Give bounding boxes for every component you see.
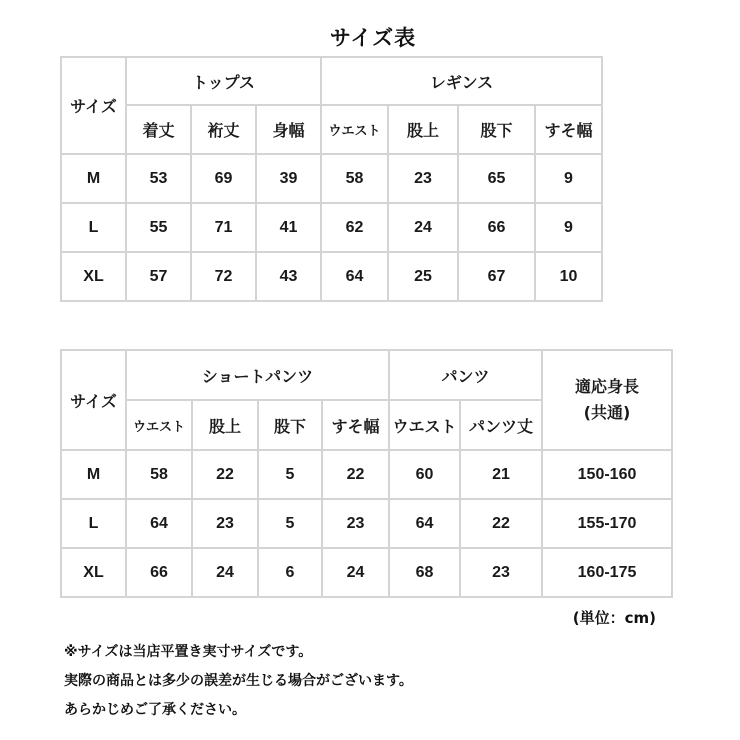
value-cell: 68 xyxy=(389,548,460,597)
table-row xyxy=(61,203,602,252)
value-cell: 23 xyxy=(192,499,258,548)
size-cell: M xyxy=(61,154,126,203)
value-cell: 21 xyxy=(460,450,542,499)
table-row xyxy=(61,450,672,499)
column-header: 股上 xyxy=(192,400,258,450)
page-title: サイズ表 xyxy=(329,26,417,50)
column-header: 裄丈 xyxy=(191,105,256,154)
value-cell: 23 xyxy=(388,154,458,203)
size-cell: L xyxy=(61,203,126,252)
column-header: 着丈 xyxy=(126,105,191,154)
value-cell: 25 xyxy=(388,252,458,301)
unit-label: (単位：cm) xyxy=(572,609,656,627)
value-cell: 65 xyxy=(458,154,535,203)
value-cell: 69 xyxy=(191,154,256,203)
column-header: ウエスト xyxy=(126,400,192,450)
size-table-shorts-pants xyxy=(60,349,673,598)
column-header: すそ幅 xyxy=(535,105,602,154)
value-cell: 9 xyxy=(535,203,602,252)
value-cell: 23 xyxy=(322,499,389,548)
value-cell: 60 xyxy=(389,450,460,499)
column-header: 股下 xyxy=(458,105,535,154)
value-cell: 64 xyxy=(389,499,460,548)
table-row xyxy=(61,154,602,203)
size-cell: L xyxy=(61,499,126,548)
column-header: 身幅 xyxy=(256,105,321,154)
value-cell: 24 xyxy=(388,203,458,252)
height-header xyxy=(542,350,672,450)
column-header: パンツ丈 xyxy=(460,400,542,450)
value-cell: 66 xyxy=(458,203,535,252)
value-cell: 22 xyxy=(192,450,258,499)
column-header: ウエスト xyxy=(321,105,388,154)
size-table-tops-leggings xyxy=(60,56,603,302)
value-cell: 22 xyxy=(322,450,389,499)
value-cell: 58 xyxy=(321,154,388,203)
group-header-pants: パンツ xyxy=(389,350,542,400)
value-cell: 6 xyxy=(258,548,322,597)
value-cell: 39 xyxy=(256,154,321,203)
size-cell: XL xyxy=(61,252,126,301)
group-header-tops: トップス xyxy=(126,57,321,105)
value-cell: 53 xyxy=(126,154,191,203)
notes xyxy=(64,638,413,725)
table-row xyxy=(61,252,602,301)
column-header: 股下 xyxy=(258,400,322,450)
table-row xyxy=(61,499,672,548)
value-cell: 58 xyxy=(126,450,192,499)
value-cell: 24 xyxy=(192,548,258,597)
value-cell: 64 xyxy=(321,252,388,301)
value-cell: 67 xyxy=(458,252,535,301)
group-header-shorts: ショートパンツ xyxy=(126,350,389,400)
value-cell: 41 xyxy=(256,203,321,252)
value-cell: 71 xyxy=(191,203,256,252)
size-cell: XL xyxy=(61,548,126,597)
value-cell: 57 xyxy=(126,252,191,301)
height-header-line1: 適応身長 xyxy=(574,377,639,396)
note-line: 実際の商品とは多少の誤差が生じる場合がございます。 xyxy=(64,673,413,689)
height-header-line2: (共通) xyxy=(583,403,631,422)
note-line: ※サイズは当店平置き実寸サイズです。 xyxy=(64,644,313,660)
size-cell: M xyxy=(61,450,126,499)
value-cell: 10 xyxy=(535,252,602,301)
column-header: 股上 xyxy=(388,105,458,154)
value-cell: 72 xyxy=(191,252,256,301)
value-cell: 9 xyxy=(535,154,602,203)
value-cell: 55 xyxy=(126,203,191,252)
value-cell: 24 xyxy=(322,548,389,597)
value-cell: 5 xyxy=(258,499,322,548)
height-cell: 150-160 xyxy=(542,450,672,499)
size-header: サイズ xyxy=(61,350,126,450)
value-cell: 64 xyxy=(126,499,192,548)
column-header: ウエスト xyxy=(389,400,460,450)
column-header: すそ幅 xyxy=(322,400,389,450)
group-header-leggings: レギンス xyxy=(321,57,602,105)
value-cell: 22 xyxy=(460,499,542,548)
height-cell: 160-175 xyxy=(542,548,672,597)
table-row xyxy=(61,548,672,597)
height-cell: 155-170 xyxy=(542,499,672,548)
value-cell: 5 xyxy=(258,450,322,499)
value-cell: 62 xyxy=(321,203,388,252)
value-cell: 23 xyxy=(460,548,542,597)
value-cell: 43 xyxy=(256,252,321,301)
size-header: サイズ xyxy=(61,57,126,154)
note-line: あらかじめご了承ください。 xyxy=(64,702,246,718)
value-cell: 66 xyxy=(126,548,192,597)
